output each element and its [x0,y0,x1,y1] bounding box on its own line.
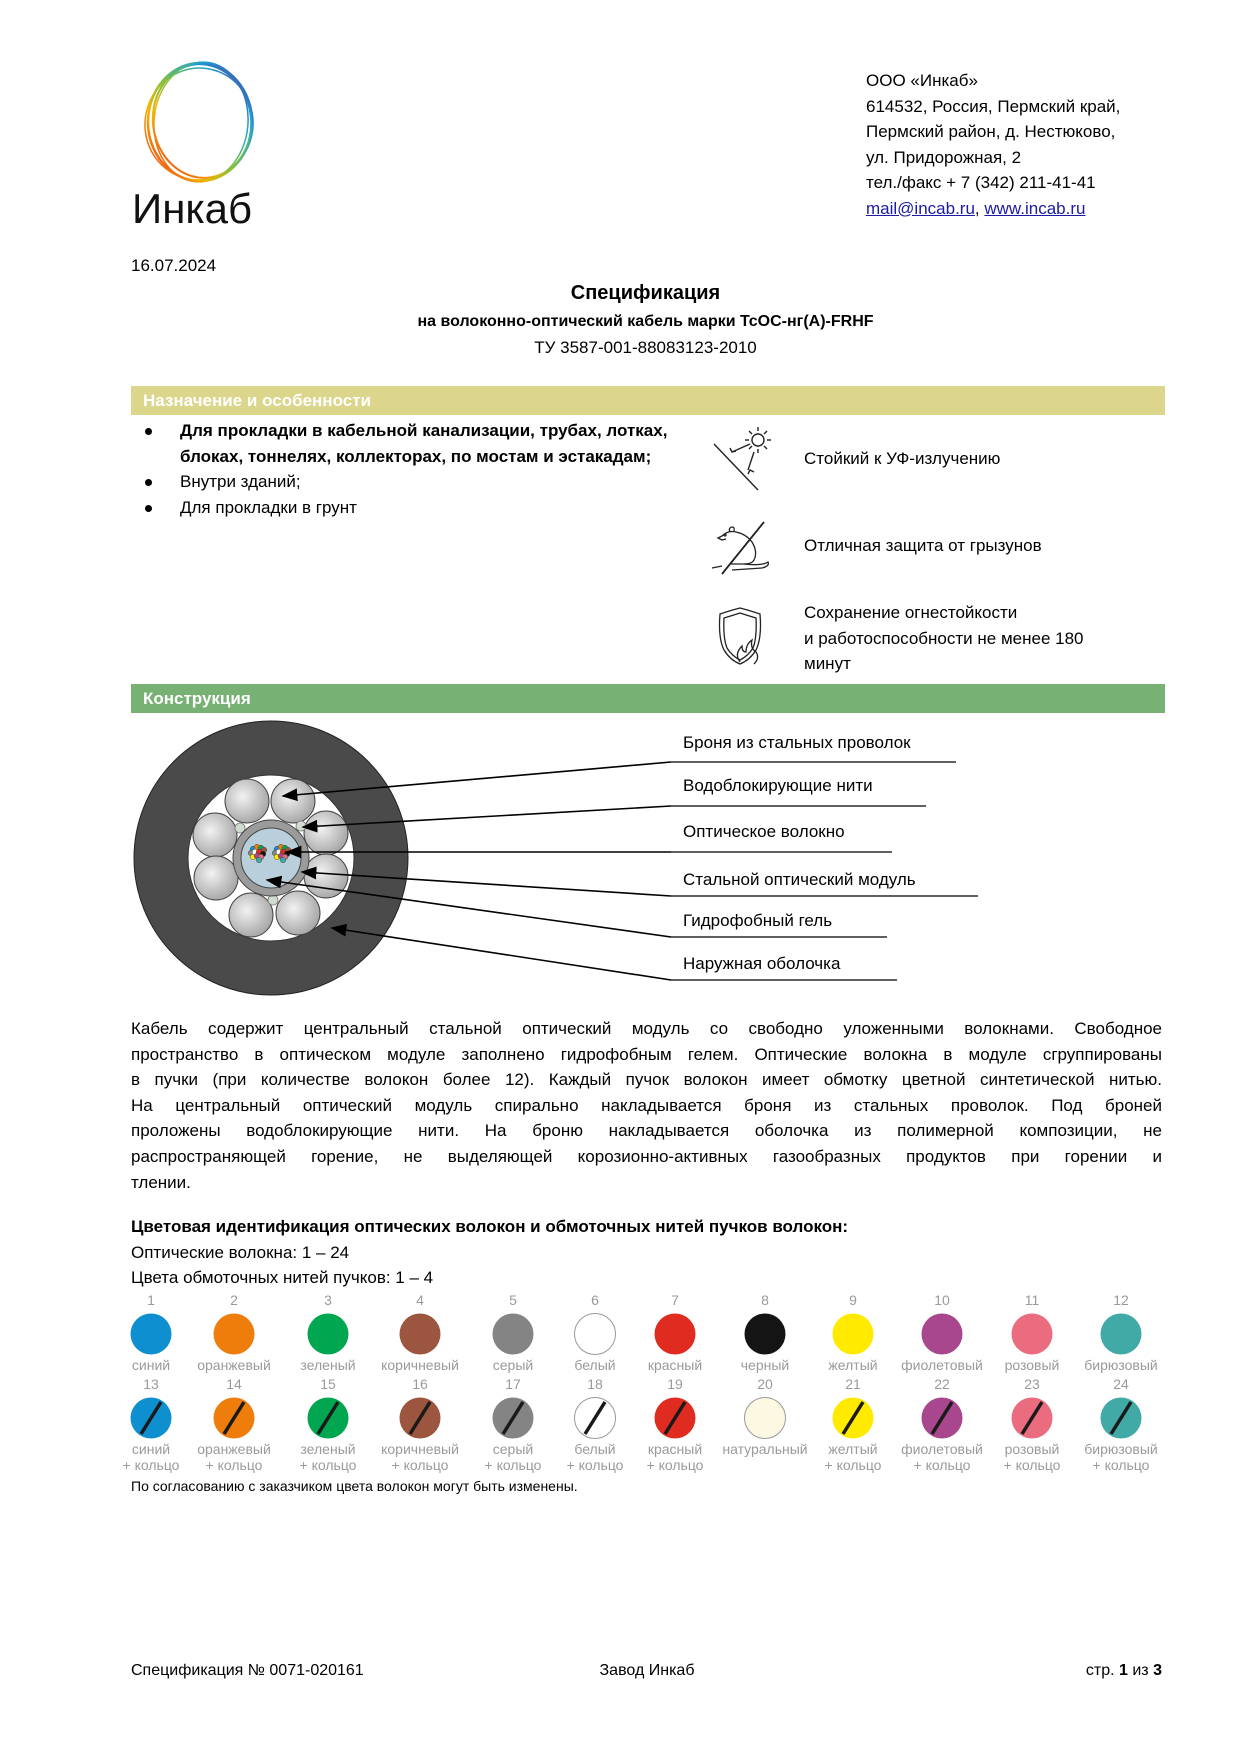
fiber-color-swatch [653,1396,697,1440]
fiber-color-swatch [831,1396,875,1440]
purpose-list [131,418,691,520]
fiber-color-swatch [831,1312,875,1356]
footer-plant: Завод Инкаб [599,1662,695,1679]
steel-wire [304,811,348,855]
color-label: фиолетовый [901,1441,983,1457]
fiber-number: 17 [505,1376,521,1392]
fiber-color-swatch [129,1312,173,1356]
fiber-color-swatch [398,1312,442,1356]
color-circle [745,1314,786,1355]
fiber-color-swatch [212,1312,256,1356]
color-label: серый [492,1357,534,1373]
color-label: зеленый [300,1357,356,1373]
fiber-color-swatch [1099,1312,1143,1356]
fiber-number: 23 [1024,1376,1040,1392]
address-line: ООО «Инкаб» [866,71,978,90]
fiber-color-swatch [306,1396,350,1440]
color-label: красный [647,1441,703,1457]
color-circle [922,1314,963,1355]
email-link[interactable]: mail@incab.ru [866,198,975,218]
ring-label: + кольцо [299,1457,357,1473]
fiber-color-swatch [920,1312,964,1356]
fiber-number: 22 [934,1376,950,1392]
fiber-number: 4 [416,1292,424,1308]
section-heading-construction: Конструкция [131,684,1165,713]
ring-label: + кольцо [913,1457,971,1473]
fiber-number: 24 [1113,1376,1129,1392]
feature-rodent-text: Отличная защита от грызунов [804,536,1042,555]
fiber-number: 11 [1024,1292,1040,1308]
fiber-color-swatch [573,1312,617,1356]
feature-fire-line: и работоспособности не менее 180 [804,628,1084,648]
description-line: проложены водоблокирующие нити. На броню накладывается оболочка из полимерной композиции, не [131,1121,1162,1141]
optical-fiber [280,857,286,863]
fiber-color-swatch [743,1312,787,1356]
color-label: розовый [1004,1441,1060,1457]
color-label: белый [574,1357,616,1373]
fiber-number: 3 [324,1292,332,1308]
construction-description [131,1016,1162,1195]
rodent-protection-icon [710,520,774,581]
color-note: По согласованию с заказчиком цвета волокон могут быть изменены. [131,1478,578,1494]
logo-text: Инкаб [132,185,253,228]
color-item-15 [278,1376,378,1473]
color-item-24 [1071,1376,1171,1473]
fiber-number: 1 [147,1292,155,1308]
fiber-color-swatch [1099,1396,1143,1440]
color-item-23 [982,1376,1082,1473]
steel-wire [194,856,238,900]
page-current: 1 [1119,1662,1128,1679]
list-item: Внутри зданий; [131,469,691,495]
fiber-number: 18 [587,1376,603,1392]
fiber-color-swatch [306,1312,350,1356]
color-label: белый [574,1441,616,1457]
description-line: пространство в оптическом модуле заполнено гидрофобным гелем. Оптические волокна в модуле сгруппированы [131,1044,1162,1064]
fiber-color-swatch [491,1396,535,1440]
fiber-number: 15 [320,1376,336,1392]
description-line: распространяющей горение, не выделяющей корозионно-активных газообразных продуктов при горении и [131,1146,1162,1166]
fiber-number: 7 [671,1292,679,1308]
address-line: Пермский район, д. Нестюково, [866,122,1116,141]
address-line: 614532, Россия, Пермский край, [866,96,1121,116]
steel-wire [193,813,237,857]
color-label: натуральный [722,1441,808,1457]
steel-wire [225,779,269,823]
color-label: бирюзовый [1084,1441,1158,1457]
fiber-number: 2 [230,1292,238,1308]
company-address [866,68,1120,221]
color-label: желтый [828,1441,878,1457]
page-of: из [1127,1662,1154,1679]
water-blocking-yarn [296,821,306,831]
color-label: коричневый [381,1357,459,1373]
color-circle [308,1314,349,1355]
fibers-range: Оптические волокна: 1 – 24 [131,1243,350,1262]
color-circle [833,1314,874,1355]
section-heading-purpose: Назначение и особенности [131,386,1165,415]
fiber-number: 20 [757,1376,773,1392]
feature-fire-line: минут [804,654,851,673]
uv-resistance-icon [710,424,774,499]
color-id-heading: Цветовая идентификация оптических волокон и обмоточных нитей пучков волокон: [131,1217,849,1236]
ring-label: + кольцо [566,1457,624,1473]
color-circle [1101,1314,1142,1355]
ring-label: + кольцо [484,1457,542,1473]
fire-resistance-icon [710,606,774,671]
fiber-color-swatch [1010,1312,1054,1356]
feature-fire-text [804,600,1083,677]
description-line: На центральный оптический модуль спирально накладывается броня из стальных проволок. Под броней [131,1095,1162,1115]
description-line: тлении. [131,1172,191,1192]
phone-line: тел./факс + 7 (342) 211-41-41 [866,173,1096,192]
hydrophobic-gel [241,828,301,888]
address-line: ул. Придорожная, 2 [866,147,1022,167]
fiber-number: 8 [761,1292,769,1308]
fiber-number: 19 [667,1376,683,1392]
fiber-number: 12 [1113,1292,1129,1308]
water-blocking-yarn [268,895,278,905]
fiber-number: 14 [226,1376,242,1392]
page-total: 3 [1153,1662,1162,1679]
fiber-color-swatch [743,1396,787,1440]
color-circle [655,1314,696,1355]
color-label: оранжевый [197,1357,271,1373]
color-item-19 [625,1376,725,1473]
page-prefix: стр. [1085,1662,1120,1679]
feature-uv-text: Стойкий к УФ-излучению [804,449,1001,468]
color-label: розовый [1004,1357,1060,1373]
label-outer-sheath: Наружная оболочка [683,954,841,973]
ring-label: + кольцо [122,1457,180,1473]
ring-label: + кольцо [391,1457,449,1473]
threads-range: Цвета обмоточных нитей пучков: 1 – 4 [131,1268,434,1287]
ring-label: + кольцо [824,1457,882,1473]
cable-cross-section-diagram [0,700,1241,1010]
callout-arrow [332,928,671,980]
document-date: 16.07.2024 [131,256,217,275]
color-label: фиолетовый [901,1357,983,1373]
fiber-number: 10 [934,1292,950,1308]
color-circle [214,1314,255,1355]
fiber-color-swatch [653,1312,697,1356]
color-circle [575,1314,616,1355]
fiber-number: 9 [849,1292,857,1308]
steel-wire [229,893,273,937]
feature-fire-line: Сохранение огнестойкости [804,603,1018,622]
label-water-blocking-yarns: Водоблокирующие нити [683,776,873,795]
page-subtitle: на волоконно-оптический кабель марки ТсОС-нг(А)-FRHF [417,313,874,330]
label-hydrophobic-gel: Гидрофобный гель [683,911,833,930]
website-link[interactable]: www.incab.ru [984,198,1086,218]
footer-page-number [1086,1662,1162,1680]
list-item: Для прокладки в кабельной канализации, трубах, лотках, блоках, тоннелях, коллекторах, по мостам и эстакадам; [131,418,691,469]
fiber-color-swatch [573,1396,617,1440]
color-circle [1012,1314,1053,1355]
label-optical-fiber: Оптическое волокно [683,822,845,841]
steel-wire [304,854,348,898]
color-label: синий [131,1357,171,1373]
color-label: черный [740,1357,790,1373]
separator: , [974,198,985,218]
fiber-number: 21 [845,1376,861,1392]
color-label: синий [131,1441,171,1457]
footer-spec-number: Спецификация № 0071-020161 [131,1662,364,1679]
description-line: в пучки (при количестве волокон более 12). Каждый пучок волокон имеет обмотку цветной синтетической нитью. [131,1070,1162,1090]
page-title: Спецификация [570,282,721,304]
fiber-number: 13 [143,1376,159,1392]
color-circle [131,1314,172,1355]
color-label: желтый [828,1357,878,1373]
color-item-12 [1071,1292,1171,1373]
color-item-14 [184,1376,284,1473]
color-item-22 [892,1376,992,1473]
color-circle [745,1398,786,1439]
fiber-color-swatch [491,1312,535,1356]
color-label: серый [492,1441,534,1457]
ring-label: + кольцо [1092,1457,1150,1473]
color-label: оранжевый [197,1441,271,1457]
fiber-number: 5 [509,1292,517,1308]
color-label: коричневый [381,1441,459,1457]
fiber-color-swatch [920,1396,964,1440]
label-steel-tube: Стальной оптический модуль [683,870,916,889]
ring-label: + кольцо [205,1457,263,1473]
color-circle [493,1314,534,1355]
fiber-color-swatch [129,1396,173,1440]
steel-wire [276,891,320,935]
color-circle [400,1314,441,1355]
incab-logo [130,58,270,233]
fiber-color-swatch [1010,1396,1054,1440]
fiber-color-swatch [212,1396,256,1440]
steel-wire [271,779,315,823]
fiber-color-swatch [398,1396,442,1440]
color-item-16 [370,1376,470,1473]
color-label: красный [647,1357,703,1373]
tu-number: ТУ 3587-001-88083123-2010 [534,338,757,357]
color-label: зеленый [300,1441,356,1457]
optical-fiber [256,857,262,863]
color-item-21 [803,1376,903,1473]
label-steel-armor: Броня из стальных проволок [683,733,911,752]
description-line: Кабель содержит центральный стальной оптический модуль со свободно уложенными волокнами. Свободное [131,1019,1162,1038]
ring-label: + кольцо [1003,1457,1061,1473]
fiber-number: 6 [591,1292,599,1308]
fiber-number: 16 [412,1376,428,1392]
list-item: Для прокладки в грунт [131,495,691,521]
color-label: бирюзовый [1084,1357,1158,1373]
ring-label: + кольцо [646,1457,704,1473]
